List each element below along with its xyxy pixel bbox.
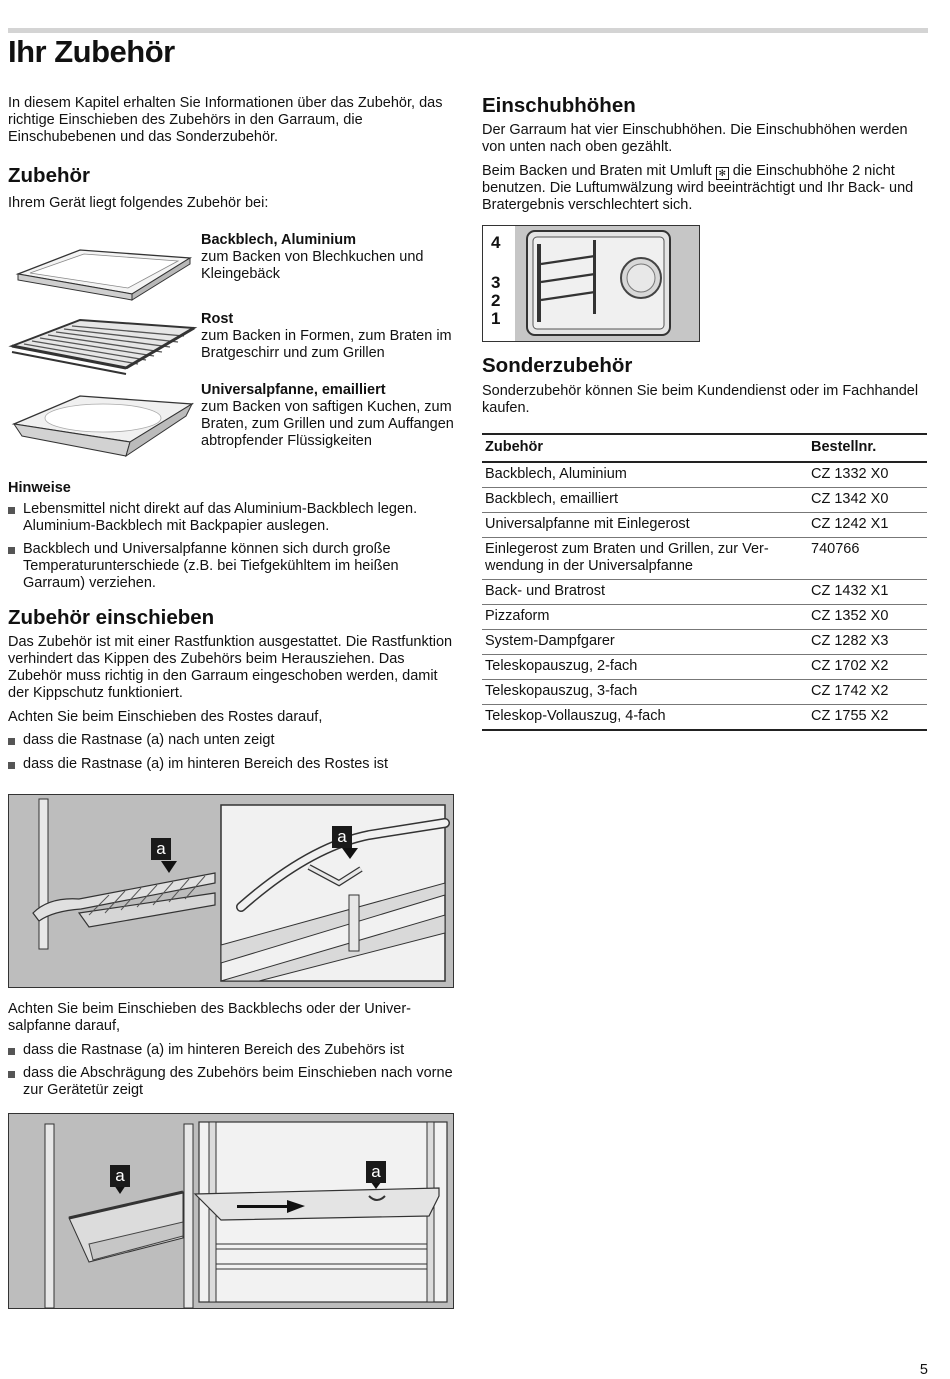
cell-order-number: CZ 1702 X2 (808, 655, 927, 680)
right-column (482, 94, 928, 214)
cell-order-number: CZ 1342 X0 (808, 488, 927, 513)
table-row (482, 630, 927, 655)
cell-item: Back- und Bratrost (482, 580, 808, 605)
blech-lead: Achten Sie beim Einschieben des Backblechs oder der Universalpfanne darauf, (8, 1001, 412, 1034)
table-header-row (482, 434, 927, 462)
sonder-text: Sonderzubehör können Sie beim Kundendienst oder im Fachhandel kaufen. (482, 383, 919, 416)
backblech-image (8, 236, 198, 308)
accessory-item (201, 382, 456, 450)
cell-order-number: CZ 1352 X0 (808, 605, 927, 630)
table-row (482, 538, 927, 580)
page-title: Ihr Zubehör (8, 34, 175, 69)
blech-point: dass die Rastnase (a) im hinteren Bereich des Zubehörs ist (8, 1042, 456, 1059)
cell-item: Backblech, emailliert (482, 488, 808, 513)
accessory-name: Rost (201, 311, 234, 327)
left-column (8, 95, 456, 212)
level-2: 2 (491, 291, 501, 310)
table-row (482, 580, 927, 605)
intro-text: In diesem Kapitel erhalten Sie Informationen über das Zubehör, das richtige Einschieben des Zubehörs in den Garraum, die Einschubebenen und das Sonderzubehör. (8, 95, 443, 145)
notes-heading: Hinweise (8, 480, 71, 496)
zubehoer-lead: Ihrem Gerät liegt folgendes Zubehör bei: (8, 195, 269, 211)
cell-item: Teleskopauszug, 2-fach (482, 655, 808, 680)
top-rule (8, 28, 928, 33)
rost-lead: Achten Sie beim Einschieben des Rostes darauf, (8, 709, 323, 725)
marker-a: a (332, 826, 352, 848)
einschubhoehen-text: Der Garraum hat vier Einschubhöhen. Die Einschubhöhen werden von unten nach oben gezählt. (482, 122, 908, 155)
level-4: 4 (491, 233, 501, 252)
table-row (482, 605, 927, 630)
accessory-desc: zum Backen von saftigen Kuchen, zum Braten, zum Grillen und zum Auffangen abtropfender Flüssigkeiten (201, 399, 454, 449)
backblech-figure (8, 1113, 454, 1309)
sonder-section (482, 354, 928, 731)
sonder-heading: Sonderzubehör (482, 354, 633, 377)
note-item: Backblech und Universalpfanne können sich durch große Temperaturunterschiede (z.B. bei Tiefgekühltem im heißen Garraum) verziehen. (8, 541, 456, 592)
rost-image (6, 312, 198, 382)
page-number: 5 (919, 1362, 928, 1378)
col-header-nr: Bestellnr. (808, 434, 927, 462)
einschieben-heading: Zubehör einschieben (8, 606, 215, 629)
table-row (482, 680, 927, 705)
bullet-icon (8, 507, 15, 514)
cell-order-number: CZ 1432 X1 (808, 580, 927, 605)
cell-item: System-Dampfgarer (482, 630, 808, 655)
bullet-icon (8, 1048, 15, 1055)
cell-item: Pizzaform (482, 605, 808, 630)
cell-item: Backblech, Aluminium (482, 462, 808, 488)
accessory-desc: zum Backen von Blechkuchen und Kleingebäck (201, 249, 424, 282)
level-1: 1 (491, 309, 501, 328)
cell-order-number: CZ 1755 X2 (808, 705, 927, 731)
rost-figure (8, 794, 454, 988)
parts-table (482, 433, 927, 731)
cell-item: Einlegerost zum Braten und Grillen, zur Verwendung in der Universalpfanne (482, 538, 808, 580)
cell-item: Teleskop-Vollauszug, 4-fach (482, 705, 808, 731)
umluft-text: Beim Backen und Braten mit Umluft ✻ die Einschubhöhe 2 nicht benutzen. Die Luftumwälzung wird beeinträchtigt und Ihr Back- und Bratergebnis verschlechtert sich. (482, 163, 914, 213)
accessory-name: Universalpfanne, emailliert (201, 382, 386, 398)
table-row (482, 655, 927, 680)
bullet-icon (8, 547, 15, 554)
universalpfanne-image (8, 384, 198, 464)
einschubhoehen-heading: Einschubhöhen (482, 94, 636, 117)
blech-instructions (8, 1001, 456, 1099)
col-header-item: Zubehör (482, 434, 808, 462)
left-column-lower (8, 480, 456, 773)
zubehoer-heading: Zubehör (8, 164, 90, 187)
accessory-desc: zum Backen in Formen, zum Braten im Bratgeschirr und zum Grillen (201, 328, 452, 361)
marker-a: a (366, 1161, 386, 1183)
bullet-icon (8, 762, 15, 769)
blech-point: dass die Abschrägung des Zubehörs beim Einschieben nach vorne zur Gerätetür zeigt (8, 1065, 456, 1099)
einschub-figure (482, 225, 700, 342)
cell-order-number: CZ 1242 X1 (808, 513, 927, 538)
cell-order-number: 740766 (808, 538, 927, 580)
cell-order-number: CZ 1282 X3 (808, 630, 927, 655)
bullet-icon (8, 738, 15, 745)
accessory-name: Backblech, Aluminium (201, 232, 356, 248)
level-3: 3 (491, 273, 501, 292)
marker-a: a (151, 838, 171, 860)
rost-point: dass die Rastnase (a) im hinteren Bereich des Rostes ist (8, 756, 456, 773)
cell-order-number: CZ 1742 X2 (808, 680, 927, 705)
table-row (482, 513, 927, 538)
note-item: Lebensmittel nicht direkt auf das Aluminium-Backblech legen. Aluminium-Backblech mit Backpapier auslegen. (8, 501, 456, 535)
table-row (482, 705, 927, 731)
fan-icon: ✻ (716, 167, 729, 180)
marker-a: a (110, 1165, 130, 1187)
bullet-icon (8, 1071, 15, 1078)
cell-item: Universalpfanne mit Einlegerost (482, 513, 808, 538)
accessory-item (201, 232, 456, 283)
rost-point: dass die Rastnase (a) nach unten zeigt (8, 732, 456, 749)
accessory-item (201, 311, 456, 362)
table-row (482, 488, 927, 513)
cell-item: Teleskopauszug, 3-fach (482, 680, 808, 705)
cell-order-number: CZ 1332 X0 (808, 462, 927, 488)
table-row (482, 462, 927, 488)
accessory-list (201, 232, 456, 450)
einschieben-text: Das Zubehör ist mit einer Rastfunktion ausgestattet. Die Rastfunktion verhindert das Kippen des Zubehörs beim Herausziehen. Das Zubehör muss richtig in den Garraum eingeschoben werden, damit der Kippschutz funktioniert. (8, 634, 453, 701)
